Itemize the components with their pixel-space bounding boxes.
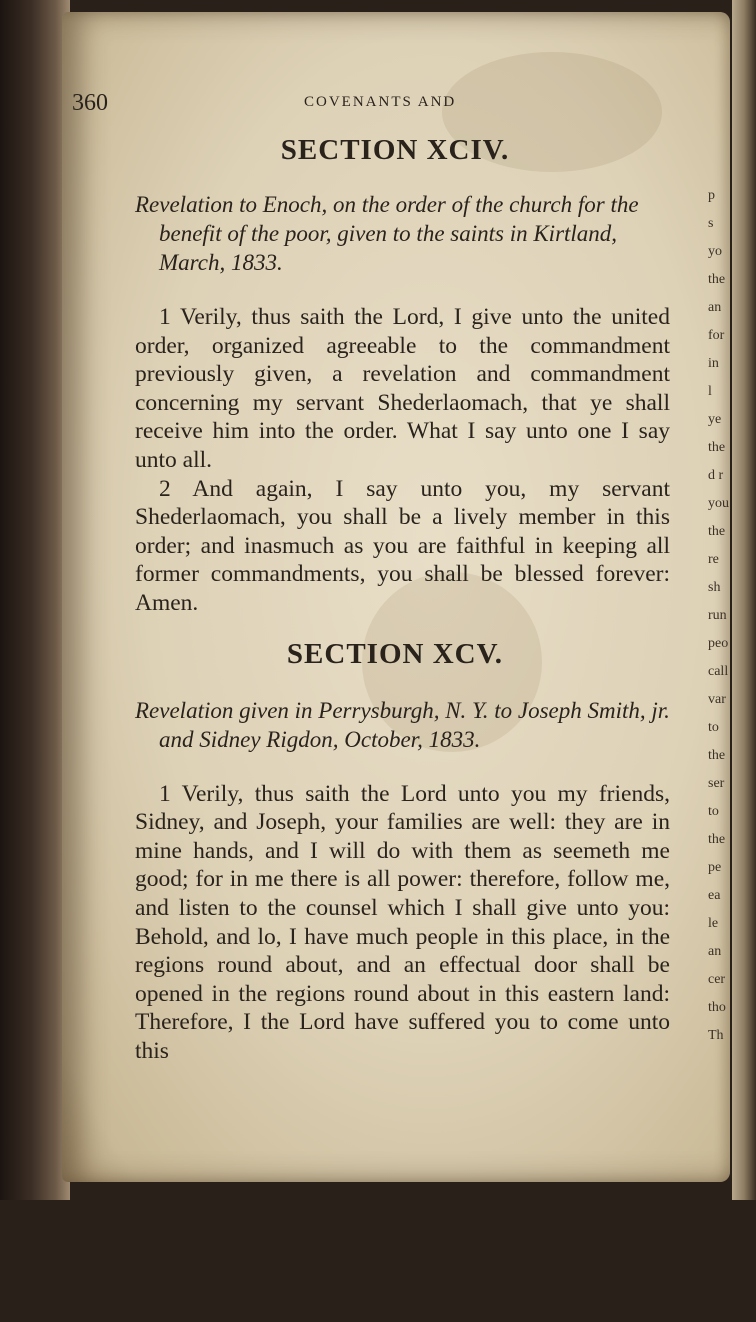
running-head: COVENANTS AND xyxy=(304,94,457,110)
section-title: SECTION XCV. xyxy=(286,637,504,670)
verse: 2 And again, I say unto you, my servant Shederlaomach, you shall be a lively member in this order; and inasmuch as you are faithful in keeping all former commandments, you shall be blessed forever: Amen. xyxy=(135,475,670,616)
next-page-fragment: pe xyxy=(708,860,722,875)
next-page-fragment: an xyxy=(708,300,722,315)
next-page-fragment: the xyxy=(708,748,726,763)
next-page-fragment: an xyxy=(708,944,722,959)
section-headnote: Revelation to Enoch, on the order of the church for the benefit of the poor, given to the saints in Kirtland, March, 1833. xyxy=(135,192,639,275)
book-fore-edge-right xyxy=(732,0,756,1200)
section-title: SECTION XCIV. xyxy=(280,134,510,166)
next-page-fragment: the xyxy=(708,440,726,455)
page-number: 360 xyxy=(72,90,108,116)
next-page-fragment: sh xyxy=(708,580,721,595)
next-page-fragment: the xyxy=(708,832,726,847)
page-content xyxy=(135,130,670,1065)
next-page-fragment: ye xyxy=(708,412,722,427)
next-page-fragment: s xyxy=(708,216,714,231)
next-page-fragment: the xyxy=(708,272,726,287)
next-page-fragment: re xyxy=(708,552,719,567)
next-page-fragment: ser xyxy=(708,776,725,791)
section-body xyxy=(135,780,670,1066)
verse: 1 Verily, thus saith the Lord unto you my friends, Sidney, and Joseph, your families are well: they are in mine hands, and I will do with them as seemeth me good; for in me there is all power: therefore, follow me, and listen to the counsel which I shall give unto you: Behold, and lo, I have much people in this place, in the regions round about, and an effectual door shall be opened in the regions round about in this eastern land: Therefore, I the Lord have suffered you to come unto this xyxy=(135,780,670,1064)
section-body xyxy=(135,303,670,618)
verse: 1 Verily, thus saith the Lord, I give unto the united order, organized agreeable to the commandment previously given, a revelation and commandment concerning my servant Shederlaomach, that ye shall receive him into the order. What I say unto one I say unto all. xyxy=(135,304,670,473)
next-page-fragment: run xyxy=(708,608,727,623)
next-page-fragment: in xyxy=(708,356,719,371)
next-page-fragment: peo xyxy=(708,636,729,651)
next-page-fragment: Th xyxy=(708,1028,724,1043)
next-page-fragment: the xyxy=(708,524,726,539)
next-page-fragment: for xyxy=(708,328,725,343)
next-page-fragment: p xyxy=(708,188,715,203)
page-header xyxy=(72,78,612,118)
next-page-fragment: yo xyxy=(708,244,722,259)
next-page-fragment: var xyxy=(708,692,726,707)
next-page-fragment: le xyxy=(708,916,719,931)
next-page-peek xyxy=(708,32,730,1322)
section-headnote: Revelation given in Perrysburgh, N. Y. to Joseph Smith, jr. and Sidney Rigdon, October, 1833. xyxy=(135,697,670,752)
next-page-fragment: call xyxy=(708,664,729,679)
next-page-fragment: you xyxy=(708,496,729,511)
next-page-fragment: cer xyxy=(708,972,726,987)
next-page-fragment: l xyxy=(708,384,712,399)
next-page-fragment: to xyxy=(708,720,719,735)
book-fore-edge-left xyxy=(0,0,70,1200)
next-page-fragment: ea xyxy=(708,888,721,903)
next-page-fragment: to xyxy=(708,804,719,819)
next-page-fragment: d r xyxy=(708,468,724,483)
next-page-fragment: tho xyxy=(708,1000,726,1015)
